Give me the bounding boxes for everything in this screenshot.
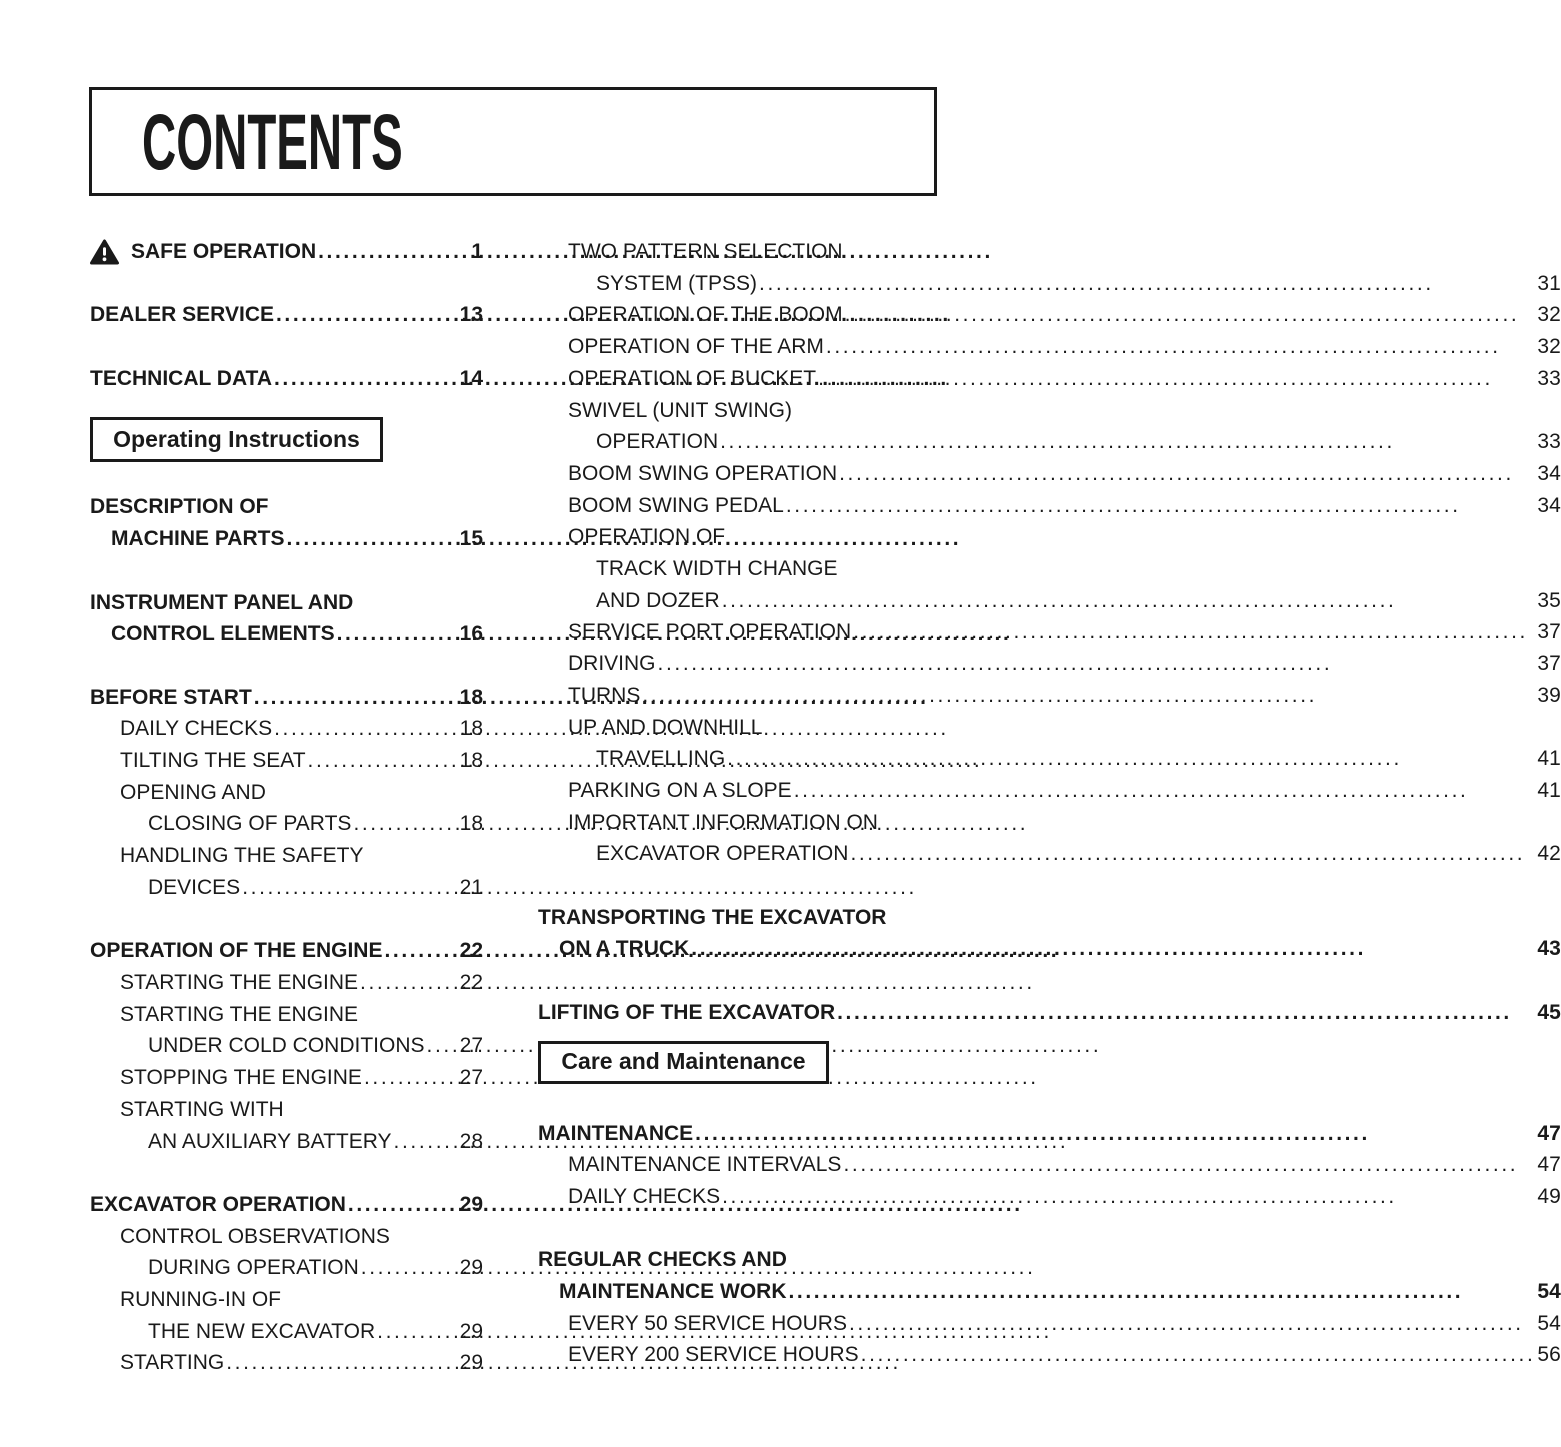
page-number: 1 (471, 240, 483, 263)
toc-entry (538, 553, 1561, 585)
toc-entry (90, 1062, 483, 1094)
toc-entry-label: BOOM SWING PEDAL (568, 493, 784, 517)
toc-column-left (90, 227, 483, 1379)
toc-entry-label: OPENING AND (120, 780, 266, 804)
toc-entry-label: STARTING (120, 1351, 225, 1375)
toc-entry (90, 523, 483, 555)
toc-entry (90, 1316, 483, 1348)
toc-entry-label: OPERATION OF (568, 525, 726, 549)
toc-entry-label: LIFTING OF THE EXCAVATOR (538, 1000, 836, 1024)
dot-leader (316, 236, 459, 268)
page-number: 27 (459, 1066, 483, 1090)
page-number: 18 (459, 717, 483, 741)
toc-entry-label: ON A TRUCK (559, 937, 690, 961)
toc-entry (538, 775, 1561, 807)
dot-leader (306, 745, 458, 777)
dot-leader (252, 682, 458, 714)
dot-leader (382, 935, 457, 967)
dot-leader (284, 523, 457, 555)
dot-leader (757, 268, 1535, 300)
warning-triangle-icon (90, 239, 119, 265)
page-number: 21 (459, 875, 483, 899)
toc-entry (538, 902, 1561, 934)
page-number: 45 (1537, 1000, 1561, 1024)
toc-entry (538, 331, 1561, 363)
page-number: 15 (459, 527, 483, 551)
toc-entry-label: SYSTEM (TPSS) (596, 271, 758, 295)
toc-entry (90, 1126, 483, 1158)
page-number: 34 (1537, 461, 1561, 485)
toc-entry (90, 236, 483, 268)
toc-entry-label: OPERATION (596, 430, 719, 454)
toc-entry (90, 745, 483, 777)
toc-column-right (538, 227, 1561, 1379)
toc-entry-label: TILTING THE SEAT (120, 749, 306, 773)
section-label: Care and Maintenance (561, 1048, 806, 1075)
dot-leader (425, 1030, 458, 1062)
dot-leader (841, 1149, 1535, 1181)
toc-entry-label: CLOSING OF PARTS (148, 812, 352, 836)
page-number: 18 (459, 812, 483, 836)
contents-title-box (89, 87, 937, 196)
page-number: 28 (459, 1129, 483, 1153)
toc-entry (538, 395, 1561, 427)
toc-entry-label: DESCRIPTION OF (90, 495, 269, 519)
dot-leader (859, 1339, 1536, 1371)
dot-leader (792, 775, 1536, 807)
toc-entry-label: TRACK WIDTH CHANGE (596, 557, 838, 581)
toc-entry-label: DEVICES (148, 875, 241, 899)
dot-leader (720, 585, 1536, 617)
toc-entry-label: TECHNICAL DATA (90, 366, 272, 390)
page-number: 37 (1537, 620, 1561, 644)
dot-leader (640, 680, 1535, 712)
toc-entry-label: EVERY 200 SERVICE HOURS (568, 1343, 859, 1367)
toc-entry (538, 1339, 1561, 1371)
toc-entry-label: BOOM SWING OPERATION (568, 461, 838, 485)
toc-entry-label: AN AUXILIARY BATTERY (148, 1129, 392, 1153)
dot-leader (689, 933, 1535, 965)
toc-entry (90, 777, 483, 809)
page-number: 32 (1537, 303, 1561, 327)
toc-entry-label: OPERATION OF THE ARM (568, 335, 824, 359)
page-number: 13 (459, 303, 483, 327)
toc-entry (538, 1244, 1561, 1276)
toc-entry-label: MACHINE PARTS (111, 527, 285, 551)
toc-entry (90, 587, 483, 619)
dot-leader (359, 1252, 458, 1284)
toc-entry (538, 1276, 1561, 1308)
page-number: 34 (1537, 493, 1561, 517)
dot-leader (837, 458, 1535, 490)
toc-entry (538, 648, 1561, 680)
toc-entry-label: SERVICE PORT OPERATION (568, 620, 852, 644)
toc-entry-label: DEALER SERVICE (90, 303, 274, 327)
toc-entry (90, 967, 483, 999)
toc-entry-label: TURNS (568, 683, 641, 707)
dot-leader (272, 363, 458, 395)
toc-entry (538, 1149, 1561, 1181)
toc-entry-label: MAINTENANCE (538, 1121, 694, 1145)
page-number: 47 (1537, 1121, 1561, 1145)
dot-leader (786, 1276, 1535, 1308)
toc-entry (538, 268, 1561, 300)
page-number: 16 (459, 622, 483, 646)
toc-entry (90, 1284, 483, 1316)
toc-entry-label: EXCAVATOR OPERATION (90, 1192, 346, 1216)
page-number: 18 (459, 685, 483, 709)
page-number: 42 (1537, 842, 1561, 866)
dot-leader (835, 997, 1535, 1029)
toc-entry-label: MAINTENANCE WORK (559, 1280, 787, 1304)
toc-entry (90, 299, 483, 331)
toc-entry-label: EXCAVATOR OPERATION (596, 842, 849, 866)
toc-entry (90, 1221, 483, 1253)
toc-entry-label: IMPORTANT INFORMATION ON (568, 810, 878, 834)
toc-entry-label: REGULAR CHECKS AND (538, 1248, 787, 1272)
toc-entry-label: DAILY CHECKS (568, 1184, 721, 1208)
toc-entry (90, 1030, 483, 1062)
toc-entry-label: UP AND DOWNHILL (568, 715, 763, 739)
toc-entry (538, 680, 1561, 712)
toc-entry-label: THE NEW EXCAVATOR (148, 1319, 376, 1343)
toc-entry (90, 491, 483, 523)
page-number: 41 (1537, 778, 1561, 802)
toc-entry (538, 585, 1561, 617)
toc-entry (538, 1308, 1561, 1340)
toc-entry-label: MAINTENANCE INTERVALS (568, 1153, 842, 1177)
toc-entry (538, 1181, 1561, 1213)
page-number: 39 (1537, 683, 1561, 707)
dot-leader (392, 1126, 458, 1158)
page-number: 22 (459, 970, 483, 994)
toc-entry-label: EVERY 50 SERVICE HOURS (568, 1311, 847, 1335)
toc-entry-label: CONTROL ELEMENTS (111, 622, 335, 646)
toc-entry-label: STOPPING THE ENGINE (120, 1066, 362, 1090)
toc-entry (538, 743, 1561, 775)
page-number: 31 (1537, 271, 1561, 295)
toc-entry (538, 458, 1561, 490)
toc-entry-label: DRIVING (568, 652, 656, 676)
toc-entry-label: STARTING THE ENGINE (120, 1002, 359, 1026)
dot-leader (375, 1316, 458, 1348)
toc-entry (538, 997, 1561, 1029)
dot-leader (358, 967, 458, 999)
toc-entry-label: AND DOZER (596, 588, 720, 612)
dot-leader (848, 838, 1535, 870)
toc-entry-label: SAFE OPERATION (131, 240, 317, 263)
toc-entry-label: HANDLING THE SAFETY (120, 844, 364, 868)
toc-entry-label: OPERATION OF THE BOOM (568, 303, 843, 327)
dot-leader (351, 808, 457, 840)
dot-leader (720, 1181, 1535, 1213)
page-number: 29 (459, 1351, 483, 1375)
toc-entry (90, 1094, 483, 1126)
page-number: 29 (459, 1192, 483, 1216)
toc-entry-label: STARTING WITH (120, 1097, 284, 1121)
dot-leader (725, 743, 1535, 775)
toc-entry (90, 1189, 483, 1221)
toc-entry (90, 872, 483, 904)
toc-entry (538, 426, 1561, 458)
dot-leader (272, 713, 458, 745)
toc-entry (538, 712, 1561, 744)
toc-entry (538, 521, 1561, 553)
toc-entry (538, 616, 1561, 648)
page-number: 33 (1537, 366, 1561, 390)
toc-entry-label: TWO PATTERN SELECTION (568, 240, 843, 263)
toc-entry (90, 935, 483, 967)
dot-leader (693, 1118, 1535, 1150)
page-number: 37 (1537, 652, 1561, 676)
page-number: 49 (1537, 1184, 1561, 1208)
toc-entry-label: STARTING THE ENGINE (120, 970, 359, 994)
toc-entry-label: DURING OPERATION (148, 1256, 359, 1280)
toc-entry (90, 1252, 483, 1284)
dot-leader (824, 331, 1535, 363)
toc-entry-label: INSTRUMENT PANEL AND (90, 590, 354, 614)
page-number: 47 (1537, 1153, 1561, 1177)
page-number: 41 (1537, 747, 1561, 771)
toc-entry-label: OPERATION OF BUCKET (568, 366, 817, 390)
toc-entry (538, 933, 1561, 965)
toc-entry (90, 999, 483, 1031)
section-label: Operating Instructions (113, 426, 360, 453)
dot-leader (816, 363, 1535, 395)
dot-leader (847, 1308, 1535, 1340)
toc-entry-label: TRAVELLING (596, 747, 726, 771)
toc-entry (90, 840, 483, 872)
toc-entry-label: SWIVEL (UNIT SWING) (568, 398, 793, 422)
toc-entry-label: BEFORE START (90, 685, 252, 709)
page-number: 56 (1537, 1343, 1561, 1367)
dot-leader (274, 299, 458, 331)
toc-entry-label: DAILY CHECKS (120, 717, 273, 741)
toc-entry-label: TRANSPORTING THE EXCAVATOR (538, 905, 887, 929)
toc-entry (538, 838, 1561, 870)
page-number: 32 (1537, 335, 1561, 359)
dot-leader (362, 1062, 458, 1094)
toc-entry (90, 713, 483, 745)
toc-entry (90, 1347, 483, 1379)
toc-entry-label: UNDER COLD CONDITIONS (148, 1034, 425, 1058)
page-number: 14 (459, 366, 483, 390)
page-number: 29 (459, 1319, 483, 1343)
dot-leader (240, 872, 457, 904)
toc-entry (538, 236, 1561, 268)
toc-entry (90, 808, 483, 840)
page-number: 27 (459, 1034, 483, 1058)
page-number: 29 (459, 1256, 483, 1280)
toc-entry (538, 807, 1561, 839)
toc-entry (90, 682, 483, 714)
dot-leader (843, 299, 1536, 331)
toc-entry (90, 618, 483, 650)
toc-entry-label: OPERATION OF THE ENGINE (90, 939, 383, 963)
dot-leader (346, 1189, 458, 1221)
page-number: 35 (1537, 588, 1561, 612)
page-number: 54 (1537, 1280, 1561, 1304)
dot-leader (335, 618, 458, 650)
page-number: 54 (1537, 1311, 1561, 1335)
page-number: 33 (1537, 430, 1561, 454)
toc-entry-label: PARKING ON A SLOPE (568, 778, 792, 802)
page-number: 22 (459, 939, 483, 963)
toc-entry (538, 363, 1561, 395)
toc-entry (538, 1118, 1561, 1150)
dot-leader (224, 1347, 457, 1379)
toc-entry-label: CONTROL OBSERVATIONS (120, 1224, 390, 1248)
page-number: 18 (459, 749, 483, 773)
toc-columns (90, 227, 1561, 1379)
toc-entry (538, 490, 1561, 522)
dot-leader (656, 648, 1536, 680)
section-label-box (90, 417, 383, 462)
page-title: CONTENTS (142, 97, 403, 186)
page-number: 43 (1537, 937, 1561, 961)
toc-entry-label: RUNNING-IN OF (120, 1288, 281, 1311)
dot-leader (718, 426, 1535, 458)
dot-leader (851, 616, 1535, 648)
toc-entry (90, 363, 483, 395)
toc-entry (538, 299, 1561, 331)
section-label-box (538, 1041, 829, 1084)
dot-leader (784, 490, 1536, 522)
